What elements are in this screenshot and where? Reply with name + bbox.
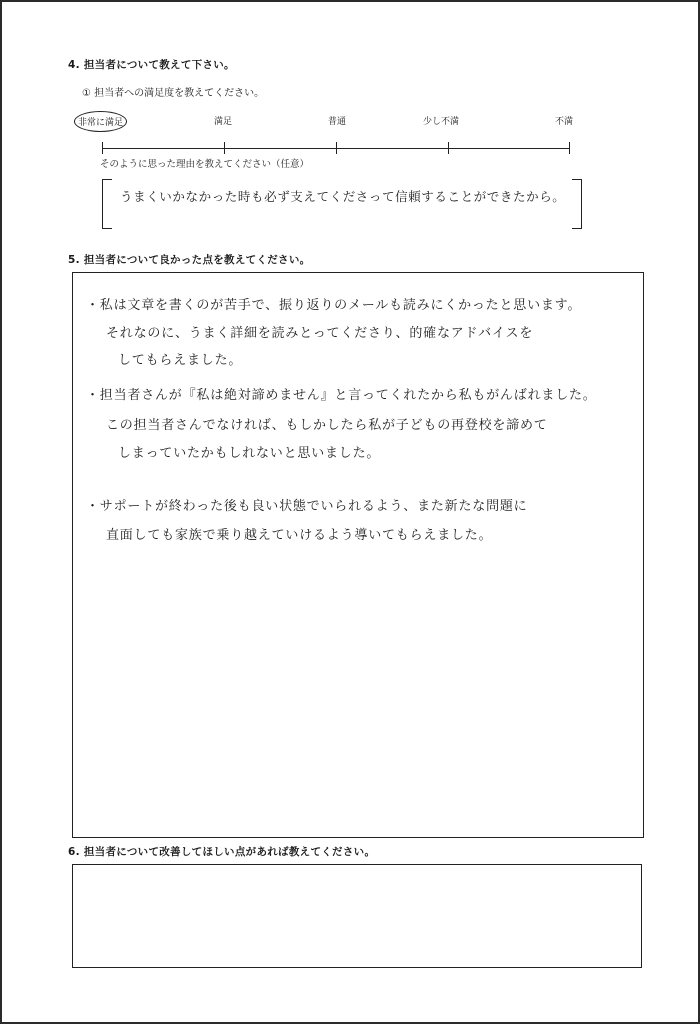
satisfaction-question: ① 担当者への満足度を教えてください。 — [82, 88, 265, 99]
section-5-title: 5. 担当者について良かった点を教えてください。 — [68, 254, 311, 266]
bracket-left — [102, 179, 112, 229]
good-points-line: してもらえました。 — [118, 353, 243, 368]
section-4-title: 4. 担当者について教えて下さい。 — [68, 59, 235, 71]
reason-answer: うまくいかなかった時も必ず支えてくださって信頼することができたから。 — [120, 189, 566, 204]
scale-option-neutral[interactable]: 普通 — [328, 117, 347, 127]
scale-option-dissatisfied[interactable]: 不満 — [555, 117, 574, 127]
reason-label: そのように思った理由を教えてください（任意） — [100, 159, 310, 170]
scale-tick — [102, 142, 103, 154]
scale-tick — [448, 142, 449, 154]
improvement-box[interactable] — [72, 864, 642, 968]
good-points-line: ・担当者さんが『私は絶対諦めません』と言ってくれたから私もがんばれました。 — [86, 388, 597, 403]
scale-option-satisfied[interactable]: 満足 — [214, 117, 233, 127]
scale-tick — [224, 142, 225, 154]
good-points-line: ・私は文章を書くのが苦手で、振り返りのメールも読みにくかったと思います。 — [86, 298, 582, 313]
good-points-line: 直面しても家族で乗り越えていけるよう導いてもらえました。 — [106, 528, 493, 543]
scale-option-slightly-dissatisfied[interactable]: 少し不満 — [423, 117, 460, 127]
bracket-right — [572, 179, 582, 229]
good-points-line: それなのに、うまく詳細を読みとってくださり、的確なアドバイスを — [106, 326, 534, 341]
good-points-line: しまっていたかもしれないと思いました。 — [118, 446, 381, 461]
scale-option-very-satisfied[interactable]: 非常に満足 — [74, 111, 127, 132]
good-points-line: この担当者さんでなければ、もしかしたら私が子どもの再登校を諦めて — [106, 418, 548, 433]
section-6-title: 6. 担当者について改善してほしい点があれば教えてください。 — [68, 846, 376, 858]
scale-tick — [336, 142, 337, 154]
good-points-line: ・サポートが終わった後も良い状態でいられるよう、また新たな問題に — [86, 499, 528, 514]
scale-tick — [569, 142, 570, 154]
